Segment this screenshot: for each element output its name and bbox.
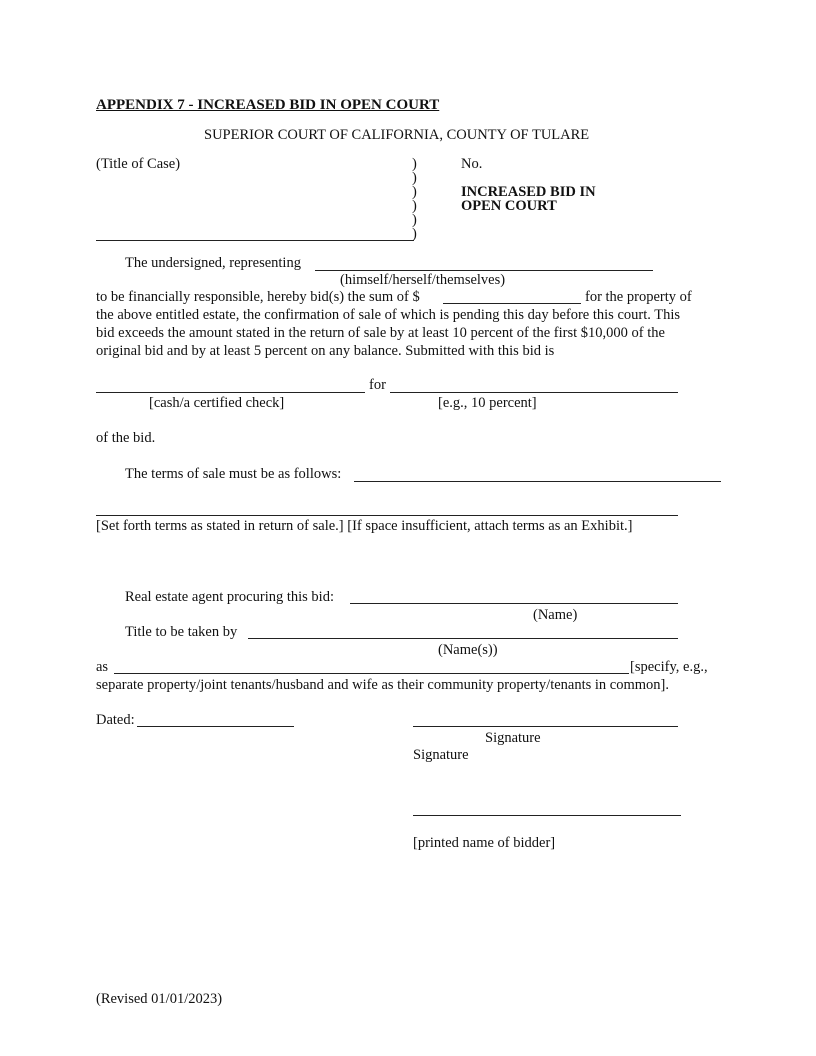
cash-hint: [cash/a certified check] — [149, 395, 285, 411]
signature-label-2: Signature — [413, 747, 469, 763]
title-hint: (Name(s)) — [438, 642, 498, 658]
paragraph-line: the above entitled estate, the confirmation of sale of which is pending this day before this court. This — [96, 307, 681, 323]
specify-label: [specify, e.g., — [630, 659, 708, 675]
agent-hint: (Name) — [533, 607, 578, 623]
payment-type-blank[interactable] — [96, 392, 365, 393]
case-title-line[interactable] — [96, 240, 414, 241]
representing-label: The undersigned, representing — [125, 255, 301, 271]
of-the-bid: of the bid. — [96, 430, 156, 446]
doc-title-line2: OPEN COURT — [461, 198, 557, 214]
terms-label: The terms of sale must be as follows: — [125, 466, 342, 482]
caption-paren: ) — [412, 156, 417, 172]
representing-blank[interactable] — [315, 270, 653, 271]
date-blank[interactable] — [137, 726, 294, 727]
sum-suffix: for the property of — [585, 289, 692, 305]
sum-prefix: to be financially responsible, hereby bid(s) the sum of $ — [96, 289, 420, 305]
printed-name-blank[interactable] — [413, 815, 681, 816]
paragraph-line: bid exceeds the amount stated in the return of sale by at least 10 percent of the first $10,000 of the — [96, 325, 665, 341]
caption-paren: ) — [412, 198, 417, 214]
paragraph-line: original bid and by at least 5 percent on any balance. Submitted with this bid is — [96, 343, 555, 359]
court-name: SUPERIOR COURT OF CALIFORNIA, COUNTY OF TULARE — [204, 127, 590, 143]
case-number-label: No. — [461, 156, 483, 172]
agent-label: Real estate agent procuring this bid: — [125, 589, 334, 605]
terms-blank[interactable] — [354, 481, 721, 482]
title-names-blank[interactable] — [248, 638, 678, 639]
bid-amount-blank[interactable] — [443, 303, 581, 304]
percent-hint: [e.g., 10 percent] — [438, 395, 537, 411]
terms-blank-2[interactable] — [96, 515, 678, 516]
caption-paren: ) — [412, 184, 417, 200]
signature-blank[interactable] — [413, 726, 678, 727]
caption-paren: ) — [412, 226, 417, 242]
as-label: as — [96, 659, 109, 675]
percent-blank[interactable] — [390, 392, 678, 393]
for-label: for — [369, 377, 386, 393]
dated-label: Dated: — [96, 712, 135, 728]
title-taken-label: Title to be taken by — [125, 624, 238, 640]
representing-hint: (himself/herself/themselves) — [340, 272, 506, 288]
agent-name-blank[interactable] — [350, 603, 678, 604]
terms-hint: [Set forth terms as stated in return of sale.] [If space insufficient, attach terms as an Exhibit.] — [96, 518, 633, 534]
revised-date: (Revised 01/01/2023) — [96, 991, 223, 1007]
caption-paren: ) — [412, 212, 417, 228]
appendix-title: APPENDIX 7 - INCREASED BID IN OPEN COURT — [96, 97, 440, 113]
caption-paren: ) — [412, 170, 417, 186]
doc-title-line1: INCREASED BID IN — [461, 184, 596, 200]
title-of-case-label: (Title of Case) — [96, 156, 181, 172]
specify-line2: separate property/joint tenants/husband and wife as their community property/tenants in common]. — [96, 677, 670, 693]
signature-label: Signature — [485, 730, 541, 746]
printed-name-hint: [printed name of bidder] — [413, 835, 556, 851]
vesting-blank[interactable] — [114, 673, 629, 674]
